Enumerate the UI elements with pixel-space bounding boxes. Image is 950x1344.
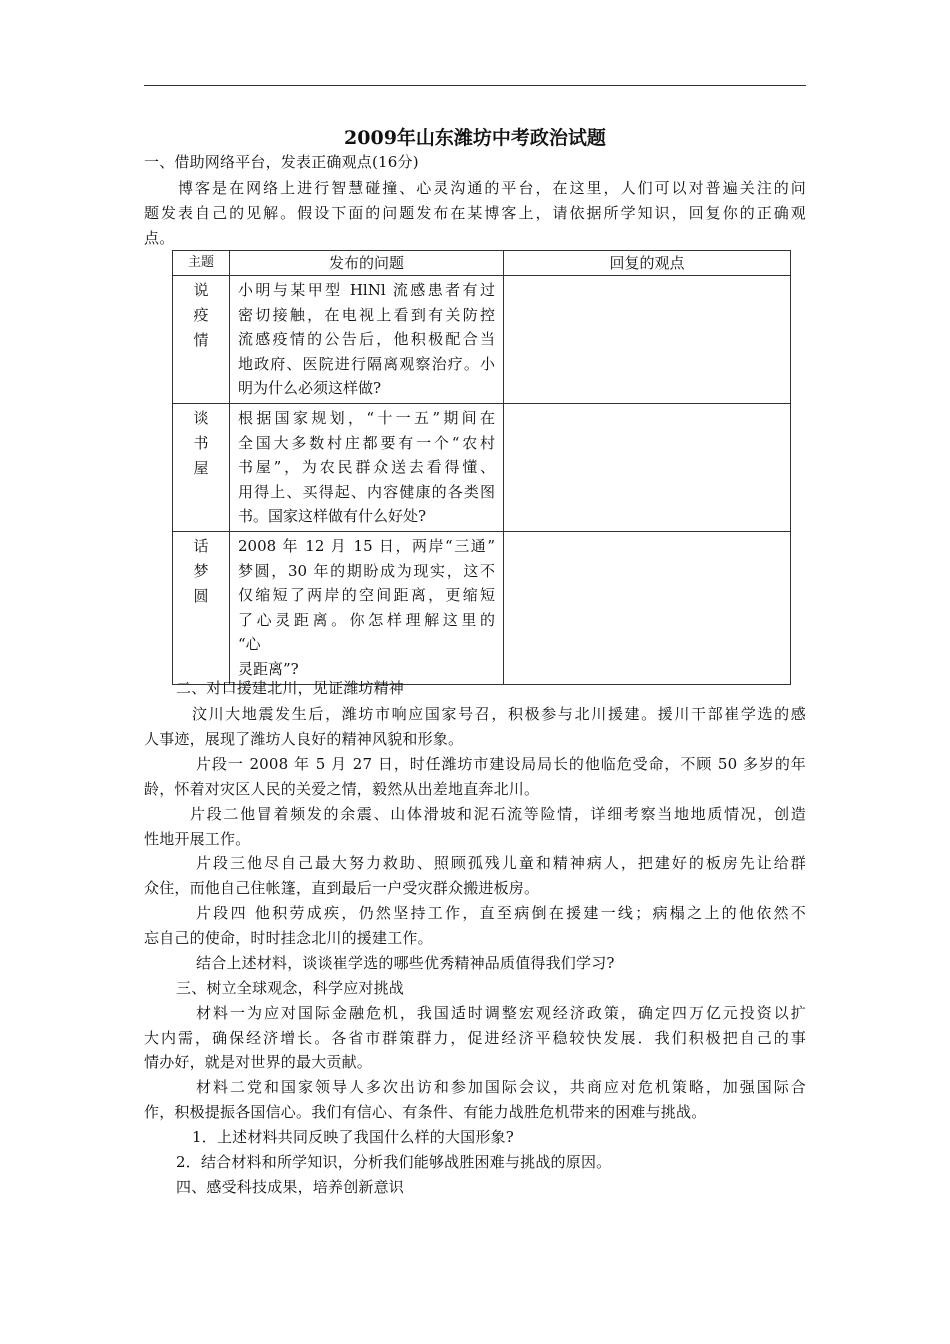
question-line: 灵距离”?: [238, 659, 299, 678]
reply-cell[interactable]: [504, 403, 791, 531]
question-line: 2008 年 12 月 15 日，两岸“三通”: [238, 536, 495, 555]
reply-cell[interactable]: [504, 531, 791, 684]
table-header-reply: 回复的观点: [504, 251, 791, 276]
question-line: 用得上、买得起、内容健康的各类图: [238, 482, 495, 501]
paragraph-line: 性地开展工作。: [144, 830, 251, 848]
section-1-intro-line: 博客是在网络上进行智慧碰撞、心灵沟通的平台，在这里，人们可以对普遍关注的问: [178, 179, 806, 197]
topic-cell: [173, 531, 230, 684]
paragraph-line: 众住，而他自己住帐篷，直到最后一户受灾群众搬进板房。: [144, 879, 540, 897]
paragraph-line: 片段四 他积劳成疾，仍然坚持工作，直至病倒在援建一线；病榻之上的他依然不: [196, 904, 806, 922]
question-cell: [230, 403, 504, 531]
question-line: 书屋”，为农民群众送去看得懂、: [238, 458, 495, 477]
section-3-question-2: 2．结合材料和所学知识，分析我们能够战胜困难与挑战的原因。: [176, 1153, 612, 1171]
table-row: [173, 276, 791, 404]
question-line: 小明与某甲型 HlNl 流感患者有过: [238, 281, 495, 299]
topic-char: 屋: [193, 458, 209, 477]
topic-char: 圆: [193, 586, 209, 605]
paragraph-line: 忘自己的使命，时时挂念北川的援建工作。: [144, 929, 433, 947]
section-4-heading: 四、感受科技成果，培养创新意识: [176, 1178, 405, 1196]
question-line: 仅缩短了两岸的空间距离，更缩短: [238, 586, 495, 605]
paragraph-line: 人事迹，展现了潍坊人良好的精神风貌和形象。: [144, 730, 464, 748]
topic-char: 梦: [193, 561, 209, 580]
topic-cell: [173, 276, 230, 404]
table-row: [173, 403, 791, 531]
topic-char: 疫: [193, 306, 209, 324]
paragraph-line: 材料一为应对国际金融危机，我国适时调整宏观经济政策，确定四万亿元投资以扩: [196, 1004, 806, 1022]
question-cell: [230, 531, 504, 684]
section-1-intro-line: 题发表自己的见解。假设下面的问题发布在某博客上，请依据所学知识，回复你的正确观: [144, 204, 806, 222]
question-line: 根据国家规划，“十一五”期间在: [238, 408, 495, 427]
paragraph-line: 片段一 2008 年 5 月 27 日，时任潍坊市建设局局长的他临危受命，不顾 50 多岁的年: [196, 755, 806, 773]
table-row: [173, 531, 791, 684]
table-header-topic: 主题: [173, 251, 230, 276]
question-line: 明为什么必须这样做?: [238, 379, 382, 398]
reply-cell[interactable]: [504, 276, 791, 404]
paragraph-line: 龄，怀着对灾区人民的关爱之情，毅然从出差地直奔北川。: [144, 780, 540, 798]
question-line: 梦圆，30 年的期盼成为现实，这不: [238, 561, 495, 580]
paragraph-line: 片段二他冒着频发的余震、山体滑坡和泥石流等险情，详细考察当地地质情况，创造: [190, 805, 806, 823]
question-table: [172, 250, 791, 685]
question-line: 书。国家这样做有什么好处?: [238, 507, 427, 526]
paragraph-line: 片段三他尽自己最大努力救助、照顾孤残儿童和精神病人，把建好的板房先让给群: [196, 854, 806, 872]
question-line: 全国大多数村庄都要有一个“农村: [238, 433, 495, 452]
section-3-heading: 三、树立全球观念，科学应对挑战: [176, 979, 405, 997]
section-3-question-1: 1．上述材料共同反映了我国什么样的大国形象?: [192, 1128, 514, 1146]
section-1-heading: 一、借助网络平台，发表正确观点(16分): [144, 153, 419, 171]
topic-cell: [173, 403, 230, 531]
paragraph-line: 材料二党和国家领导人多次出访和参加国际会议，共商应对危机策略，加强国际合: [196, 1078, 806, 1096]
paragraph-line: 作，积极提振各国信心。我们有信心、有条件、有能力战胜危机带来的困难与挑战。: [144, 1103, 707, 1121]
paragraph-line: 汶川大地震发生后，潍坊市响应国家号召，积极参与北川援建。援川干部崔学选的感: [192, 705, 806, 723]
question-line: 流感疫情的公告后，他积极配合当: [238, 330, 495, 349]
question-line: 密切接触，在电视上看到有关防控: [238, 305, 495, 324]
page-title: 2009年山东潍坊中考政治试题: [344, 127, 606, 149]
topic-char: 情: [193, 331, 209, 349]
paragraph-line: 情办好，就是对世界的最大贡献。: [144, 1053, 373, 1071]
table-header-question: 发布的问题: [230, 251, 504, 276]
section-2-heading: 二、对口援建北川，见证潍坊精神: [176, 679, 405, 697]
question-line: 地政府、医院进行隔离观察治疗。小: [238, 354, 495, 373]
section-1-intro-line: 点。: [144, 229, 175, 247]
question-cell: [230, 276, 504, 404]
topic-char: 说: [193, 281, 209, 299]
section-2-question: 结合上述材料，谈谈崔学选的哪些优秀精神品质值得我们学习?: [196, 954, 615, 972]
table-header-row: [173, 251, 791, 276]
topic-char: 谈: [193, 408, 209, 427]
paragraph-line: 大内需，确保经济增长。各省市群策群力，促进经济平稳较快发展．我们积极把自己的事: [144, 1029, 806, 1047]
header-rule: [144, 85, 806, 86]
topic-char: 话: [193, 536, 209, 555]
topic-char: 书: [193, 433, 209, 452]
question-line: 了心灵距离。你怎样理解这里的: [238, 610, 495, 629]
question-line: “心: [238, 635, 261, 654]
